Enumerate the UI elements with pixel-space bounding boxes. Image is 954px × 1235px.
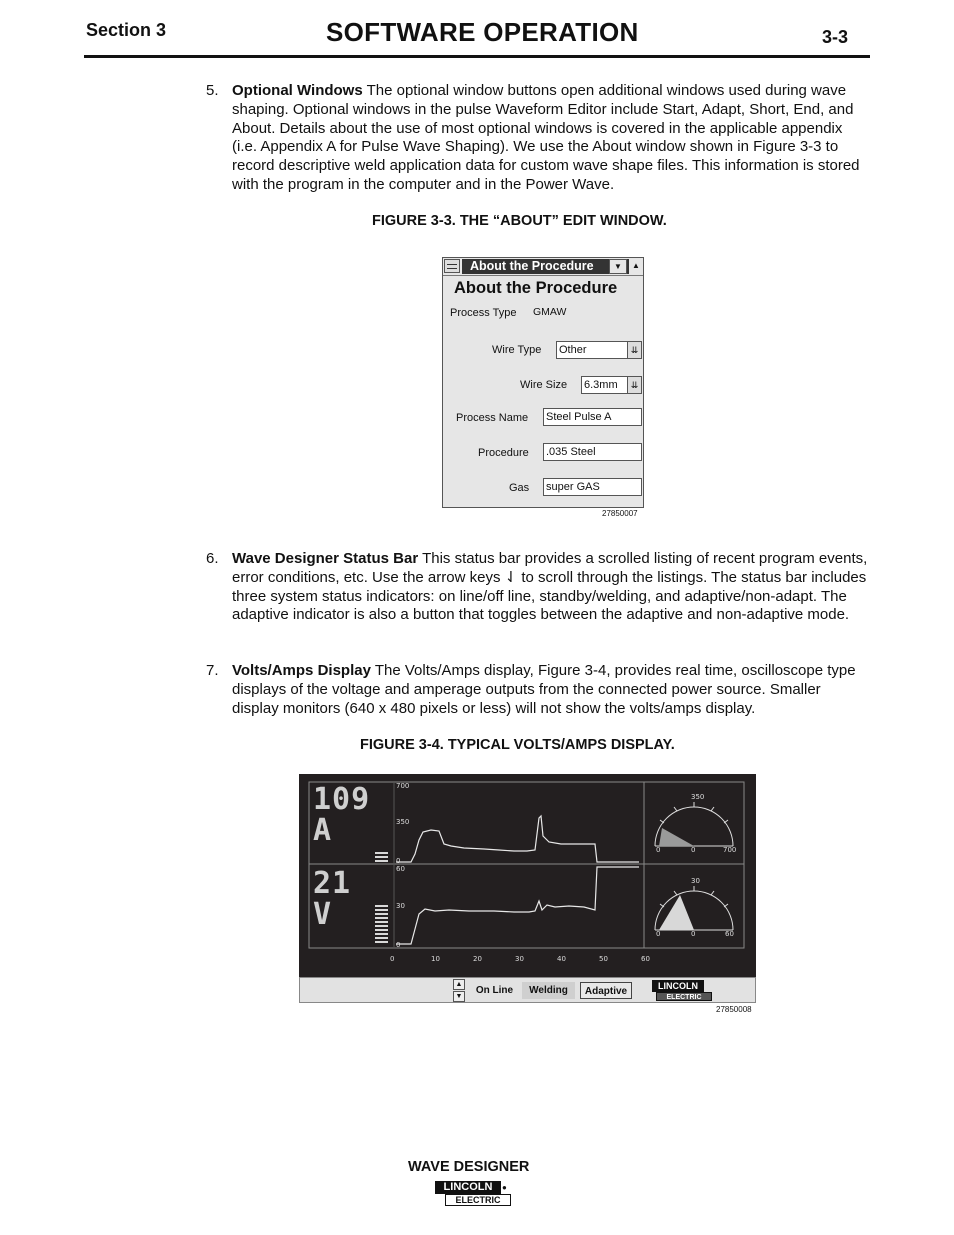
wire-size-value: 6.3mm [584,379,618,391]
procedure-field[interactable]: .035 Steel [543,443,642,461]
item-heading: Optional Windows [232,82,363,99]
volts-gauge-min-label: 0 [656,930,661,938]
figure-3-3-caption: FIGURE 3-3. THE “ABOUT” EDIT WINDOW. [372,213,667,229]
process-name-field[interactable]: Steel Pulse A [543,408,642,426]
item-heading: Wave Designer Status Bar [232,550,419,567]
amps-unit: A [313,813,333,848]
item-number: 5. [206,82,219,99]
page-title: SOFTWARE OPERATION [326,17,639,47]
online-indicator: On Line [475,985,514,996]
volts-axis-label: 30 [396,902,405,910]
window-menu-button[interactable] [444,259,460,273]
list-item-status-bar [206,550,870,625]
footer-logo-bottom: ELECTRIC [445,1194,511,1206]
volts-gauge-mid-label: 0 [691,930,696,938]
gas-label: Gas [509,482,530,494]
item-text: The optional window buttons open additional windows used during wave shaping. Optional windows in the pulse Waveform Editor include Start, Adapt, Short, End, and About. Details about the use of most optional windows is covered in the applicable appendix (i.e. Appendix A for Pulse Wave Shaping). We use the About window shown in Figure 3-3 to record descriptive weld application data for custom wave shape files. This information is stored with the program in the computer and in the Power Wave. [232,82,860,193]
section-label: Section 3 [86,20,167,40]
volts-unit: V [313,897,333,932]
maximize-icon[interactable]: ▲ [632,261,640,270]
volts-readout: 21 [313,866,352,901]
footer-logo-top: LINCOLN [435,1181,501,1194]
scroll-down-icon[interactable]: ▼ [453,991,465,1002]
about-window [442,257,644,508]
window-heading: About the Procedure [454,279,618,297]
time-axis-label: 40 [557,955,566,963]
time-axis-label: 20 [473,955,482,963]
amps-gauge-top-label: 350 [691,793,705,801]
page-number: 3-3 [822,27,849,47]
registered-mark: ● [502,1183,507,1192]
time-axis-label: 0 [390,955,395,963]
wire-type-value: Other [559,344,587,356]
window-titlebar [443,258,643,276]
volts-gauge-top-label: 30 [691,877,700,885]
amps-axis-label: 700 [396,782,410,790]
item-number: 6. [206,550,219,567]
amps-axis-label: 350 [396,818,410,826]
process-name-label: Process Name [456,412,529,424]
wire-type-label: Wire Type [492,344,542,356]
download-arrow-icon[interactable]: ⇊ [627,377,641,393]
process-type-label: Process Type [450,307,517,319]
figure-id: 27850007 [602,509,638,518]
wire-size-label: Wire Size [520,379,568,391]
time-axis-label: 50 [599,955,608,963]
item-text: The Volts/Amps display, Figure 3-4, provides real time, oscilloscope type displays of the voltage and amperage outputs from the connected power source. Smaller display monitors (640 x 480 pixels or less) will not show the volts/amps display. [232,662,856,717]
scroll-up-icon[interactable]: ▲ [453,979,465,990]
volts-axis-label: 0 [396,941,401,949]
amps-gauge-mid-label: 0 [691,846,696,854]
amps-readout: 109 [313,782,371,817]
list-item-volts-amps [206,662,870,718]
figure-3-4-caption: FIGURE 3-4. TYPICAL VOLTS/AMPS DISPLAY. [360,737,675,753]
item-text: This status bar provides a scrolled listing of recent program events, error conditions, etc. Use the arrow keys ⇃ to scroll through the listings. The status bar includes three system status indicators: on line/off line, standby/welding, and adaptive/non-adapt. The adaptive indicator is also a button that toggles between the adaptive and non-adaptive mode. [232,550,868,624]
volts-axis-label: 60 [396,865,405,873]
logo-top: LINCOLN [652,980,704,992]
wire-size-select[interactable] [581,376,642,394]
procedure-label: Procedure [478,447,529,459]
list-item-optional-windows [206,82,870,195]
time-axis-label: 60 [641,955,650,963]
volts-gauge-max-label: 60 [725,930,734,938]
volts-amps-display [299,774,756,1003]
figure-id: 27850008 [716,1005,752,1014]
amps-gauge-min-label: 0 [656,846,661,854]
time-axis-label: 10 [431,955,440,963]
amps-axis-label: 0 [396,857,401,865]
process-type-value: GMAW [533,306,567,318]
gas-field[interactable]: super GAS [543,478,642,496]
wire-type-select[interactable] [556,341,642,359]
header-rule [84,55,870,58]
item-heading: Volts/Amps Display [232,662,371,679]
status-bar [299,977,756,1003]
download-arrow-icon[interactable]: ⇊ [627,342,641,358]
footer-product: WAVE DESIGNER [408,1159,530,1175]
item-number: 7. [206,662,219,679]
time-axis-label: 30 [515,955,524,963]
logo-bottom: ELECTRIC [656,992,712,1001]
adaptive-button[interactable]: Adaptive [580,982,632,999]
welding-indicator: Welding [522,982,575,999]
amps-gauge-max-label: 700 [723,846,737,854]
chevron-down-icon[interactable]: ▼ [609,259,627,274]
window-title: About the Procedure [462,259,629,274]
